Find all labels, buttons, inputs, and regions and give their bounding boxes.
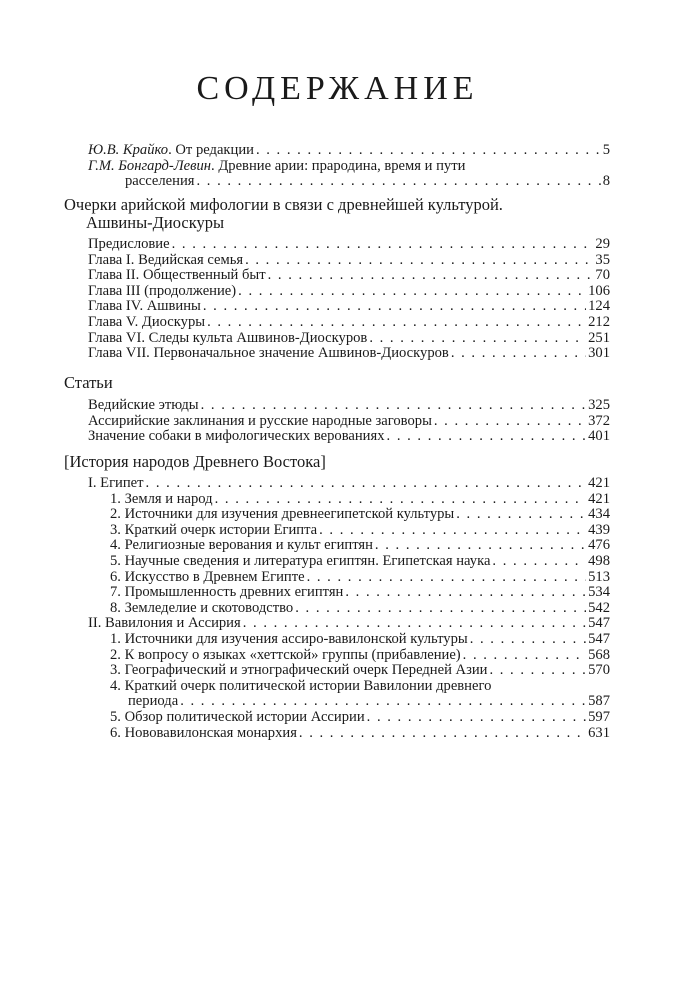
toc-entry[interactable]: 8. Земледелие и скотоводство . . . 542 bbox=[88, 601, 610, 617]
toc-entry[interactable]: 4. Краткий очерк политической истории Вавилонии древнего bbox=[110, 677, 492, 694]
section1-list bbox=[88, 237, 610, 362]
toc-entry[interactable]: 6. Искусство в Древнем Египте . . . 513 bbox=[88, 570, 610, 586]
dot-leader bbox=[456, 507, 586, 523]
dot-leader bbox=[492, 554, 586, 570]
dot-leader bbox=[207, 315, 586, 331]
dot-leader bbox=[256, 143, 601, 159]
dot-leader bbox=[369, 331, 586, 347]
dot-leader bbox=[146, 476, 587, 492]
toc-entry[interactable]: Ассирийские заклинания и русские народные заговоры . . . 372 bbox=[88, 414, 610, 430]
toc-entry[interactable]: 6. Нововавилонская монархия . . . 631 bbox=[88, 726, 610, 742]
dot-leader bbox=[387, 429, 587, 445]
toc-entry-ancient-aryans[interactable] bbox=[88, 159, 610, 175]
toc-entry[interactable]: Значение собаки в мифологических верованиях . . . 401 bbox=[88, 429, 610, 445]
page-number: 5 bbox=[602, 142, 610, 158]
entry-title-cont: расселения bbox=[125, 173, 195, 190]
toc-entry[interactable]: 2. К вопросу о языках «хеттской» группы (прибавление) . . . 568 bbox=[88, 648, 610, 664]
dot-leader bbox=[196, 174, 600, 190]
dot-leader bbox=[295, 601, 586, 617]
toc-entry[interactable]: 1. Источники для изучения ассиро-вавилонской культуры . . . 547 bbox=[88, 632, 610, 648]
dot-leader bbox=[201, 398, 587, 414]
toc-entry[interactable]: Глава VI. Следы культа Ашвинов-Диоскуров . . . 251 bbox=[88, 331, 610, 347]
dot-leader bbox=[463, 648, 586, 664]
toc-entry[interactable]: 7. Промышленность древних египтян . . . 534 bbox=[88, 585, 610, 601]
toc-entry[interactable]: Предисловие . . . 29 bbox=[88, 237, 610, 253]
toc-entry[interactable]: 1. Земля и народ . . . 421 bbox=[88, 492, 610, 508]
dot-leader bbox=[299, 726, 586, 742]
author-name: Г.М. Бонгард-Левин bbox=[88, 157, 212, 174]
dot-leader bbox=[319, 523, 586, 539]
dot-leader bbox=[243, 616, 586, 632]
toc-entry[interactable]: 3. Краткий очерк истории Египта . . . 439 bbox=[88, 523, 610, 539]
entry-title: . Древние арии: прародина, время и пути bbox=[211, 157, 466, 174]
toc-entry[interactable]: Глава V. Диоскуры . . . 212 bbox=[88, 315, 610, 331]
section-heading-ancient-east: [История народов Древнего Востока] bbox=[64, 452, 326, 471]
toc-entry[interactable]: 5. Обзор политической истории Ассирии . . . 597 bbox=[88, 710, 610, 726]
entry-title: . От редакции bbox=[168, 142, 254, 158]
dot-leader bbox=[375, 538, 586, 554]
page-title: СОДЕРЖАНИЕ bbox=[196, 70, 479, 107]
toc-entry[interactable]: Глава I. Ведийская семья . . . 35 bbox=[88, 253, 610, 269]
toc-entry-continuation bbox=[88, 174, 610, 190]
toc-entry-editorial[interactable] bbox=[88, 143, 610, 159]
dot-leader bbox=[451, 346, 586, 362]
toc-entry-egypt[interactable]: I. Египет . . . 421 bbox=[88, 476, 610, 492]
toc-entry-babylon[interactable]: II. Вавилония и Ассирия . . . 547 bbox=[88, 616, 610, 632]
intro-list bbox=[88, 143, 610, 190]
toc-entry[interactable]: Глава II. Общественный быт . . . 70 bbox=[88, 268, 610, 284]
toc-entry[interactable]: 2. Источники для изучения древнеегипетской культуры . . . 434 bbox=[88, 507, 610, 523]
toc-entry[interactable]: 3. Географический и этнографический очерк Передней Азии . . . 570 bbox=[88, 663, 610, 679]
dot-leader bbox=[470, 632, 586, 648]
toc-entry[interactable]: 5. Научные сведения и литература египтян. Египетская наука . . . 498 bbox=[88, 554, 610, 570]
dot-leader bbox=[345, 585, 586, 601]
dot-leader bbox=[203, 299, 586, 315]
toc-entry[interactable]: Ведийские этюды . . . 325 bbox=[88, 398, 610, 414]
dot-leader bbox=[307, 570, 587, 586]
section3-list bbox=[88, 476, 610, 741]
toc-entry[interactable]: Глава III (продолжение) . . . 106 bbox=[88, 284, 610, 300]
dot-leader bbox=[245, 253, 593, 269]
dot-leader bbox=[367, 710, 586, 726]
toc-entry[interactable]: Глава VII. Первоначальное значение Ашвинов-Диоскуров . . . 301 bbox=[88, 346, 610, 362]
page-number: 8 bbox=[602, 173, 610, 190]
dot-leader bbox=[489, 663, 586, 679]
toc-entry[interactable]: 4. Религиозные верования и культ египтян . . . 476 bbox=[88, 538, 610, 554]
dot-leader bbox=[180, 694, 586, 710]
dot-leader bbox=[238, 284, 586, 300]
toc-entry[interactable]: Глава IV. Ашвины . . . 124 bbox=[88, 299, 610, 315]
author-name: Ю.В. Крайко bbox=[88, 142, 169, 158]
dot-leader bbox=[215, 492, 587, 508]
section-heading-aryan-mythology: Очерки арийской мифологии в связи с древнейшей культурой. Ашвины-Диоскуры bbox=[64, 195, 503, 232]
dot-leader bbox=[172, 237, 594, 253]
toc-entry-continuation: периода . . . 587 bbox=[88, 694, 610, 710]
dot-leader bbox=[434, 414, 586, 430]
section2-list bbox=[88, 398, 610, 445]
dot-leader bbox=[268, 268, 594, 284]
section-heading-articles: Статьи bbox=[64, 373, 113, 392]
